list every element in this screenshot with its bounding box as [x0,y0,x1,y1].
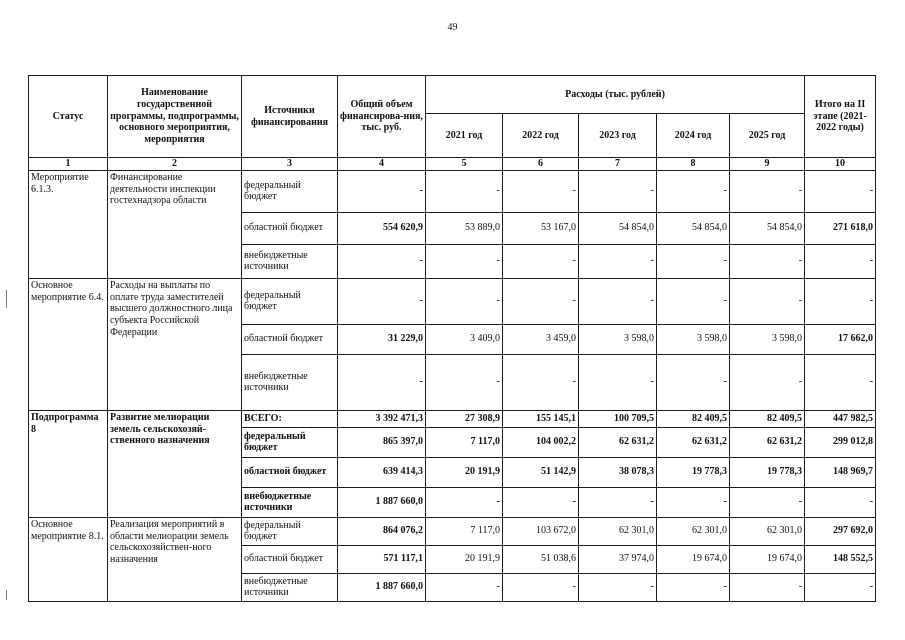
cell-year-amount: - [730,170,805,212]
cell-year-amount: 7 117,0 [426,427,503,457]
row-funding-source: федеральный бюджет [242,517,338,545]
cell-stage-total: 297 692,0 [805,517,876,545]
cell-total-amount: 3 392 471,3 [338,410,426,427]
cell-stage-total: - [805,354,876,410]
cell-year-amount: - [579,278,657,324]
row-funding-source: внебюджетные источники [242,244,338,278]
row-funding-source: областной бюджет [242,545,338,573]
cell-year-amount: 19 778,3 [657,457,730,487]
cell-year-amount: 62 631,2 [579,427,657,457]
cell-year-amount: 37 974,0 [579,545,657,573]
cell-total-amount: - [338,354,426,410]
cell-year-amount: - [657,244,730,278]
column-number: 6 [503,158,579,171]
cell-year-amount: 62 301,0 [730,517,805,545]
cell-total-amount: 571 117,1 [338,545,426,573]
cell-year-amount: - [503,573,579,601]
cell-year-amount: 54 854,0 [657,212,730,244]
cell-year-amount: 19 778,3 [730,457,805,487]
row-funding-source: областной бюджет [242,212,338,244]
cell-year-amount: - [657,487,730,517]
cell-year-amount: 20 191,9 [426,457,503,487]
cell-year-amount: 3 598,0 [579,324,657,354]
cell-year-amount: 7 117,0 [426,517,503,545]
header-year: 2024 год [657,114,730,158]
cell-year-amount: 155 145,1 [503,410,579,427]
cell-year-amount: 53 889,0 [426,212,503,244]
cell-year-amount: - [579,244,657,278]
cell-year-amount: - [426,487,503,517]
row-status: Основное мероприятие 6.4. [29,278,108,410]
cell-year-amount: - [579,573,657,601]
scan-margin-mark [6,590,7,600]
column-number-row [29,158,876,171]
cell-year-amount: 62 301,0 [579,517,657,545]
cell-year-amount: 82 409,5 [657,410,730,427]
cell-total-amount: 1 887 660,0 [338,487,426,517]
table-row [29,278,876,324]
cell-year-amount: - [657,170,730,212]
cell-year-amount: 27 308,9 [426,410,503,427]
cell-year-amount: 62 301,0 [657,517,730,545]
column-number: 9 [730,158,805,171]
cell-total-amount: - [338,244,426,278]
column-number: 8 [657,158,730,171]
cell-total-amount: 31 229,0 [338,324,426,354]
cell-year-amount: - [426,573,503,601]
header-total: Общий объем финансирова-ния, тыс. руб. [338,76,426,158]
cell-year-amount: - [730,278,805,324]
budget-table [28,75,876,602]
column-number: 2 [108,158,242,171]
row-funding-source: внебюджетные источники [242,354,338,410]
cell-stage-total: 447 982,5 [805,410,876,427]
cell-year-amount: 54 854,0 [579,212,657,244]
column-number: 10 [805,158,876,171]
cell-year-amount: 51 142,9 [503,457,579,487]
header-expenses: Расходы (тыс. рублей) [426,76,805,114]
row-program-name: Финансирование деятельности инспекции гостехнадзора области [108,170,242,278]
cell-year-amount: - [503,170,579,212]
scan-margin-mark [6,290,7,308]
page-number: 49 [447,22,458,33]
cell-year-amount: - [426,354,503,410]
cell-year-amount: 3 409,0 [426,324,503,354]
cell-stage-total: 299 012,8 [805,427,876,457]
cell-year-amount: 38 078,3 [579,457,657,487]
cell-stage-total: - [805,244,876,278]
cell-total-amount: - [338,278,426,324]
cell-stage-total: 148 969,7 [805,457,876,487]
cell-total-amount: 639 414,3 [338,457,426,487]
cell-stage-total: 17 662,0 [805,324,876,354]
cell-year-amount: - [657,278,730,324]
row-program-name: Расходы на выплаты по оплате труда заместителей высшего должностного лица субъекта Российской Федерации [108,278,242,410]
cell-year-amount: 53 167,0 [503,212,579,244]
cell-year-amount: 103 672,0 [503,517,579,545]
column-number: 5 [426,158,503,171]
cell-year-amount: 20 191,9 [426,545,503,573]
cell-year-amount: - [503,487,579,517]
row-status: Основное мероприятие 8.1. [29,517,108,601]
header-year: 2021 год [426,114,503,158]
cell-year-amount: 104 002,2 [503,427,579,457]
cell-year-amount: - [503,354,579,410]
cell-year-amount: 62 631,2 [657,427,730,457]
cell-year-amount: - [730,244,805,278]
row-funding-source: федеральный бюджет [242,427,338,457]
header-stage-total: Итого на II этапе (2021-2022 годы) [805,76,876,158]
cell-year-amount: 51 038,6 [503,545,579,573]
column-number: 4 [338,158,426,171]
cell-stage-total: - [805,170,876,212]
header-year: 2023 год [579,114,657,158]
row-funding-source: федеральный бюджет [242,278,338,324]
cell-year-amount: - [426,170,503,212]
cell-stage-total: 271 618,0 [805,212,876,244]
cell-stage-total: 148 552,5 [805,545,876,573]
cell-year-amount: 19 674,0 [730,545,805,573]
cell-year-amount: - [657,354,730,410]
row-funding-source: областной бюджет [242,324,338,354]
cell-year-amount: 54 854,0 [730,212,805,244]
table-row [29,410,876,427]
cell-stage-total: - [805,573,876,601]
row-status: Мероприятие 6.1.3. [29,170,108,278]
row-funding-source: внебюджетные источники [242,573,338,601]
cell-year-amount: - [426,278,503,324]
table-row [29,517,876,545]
row-funding-source: федеральный бюджет [242,170,338,212]
row-program-name: Развитие мелиорации земель сельскохозяй-ственного назначения [108,410,242,517]
row-funding-source: ВСЕГО: [242,410,338,427]
cell-total-amount: 865 397,0 [338,427,426,457]
row-funding-source: областной бюджет [242,457,338,487]
row-status: Подпрограмма 8 [29,410,108,517]
cell-year-amount: - [579,354,657,410]
cell-year-amount: - [730,487,805,517]
cell-year-amount: - [730,573,805,601]
cell-year-amount: 62 631,2 [730,427,805,457]
header-year: 2025 год [730,114,805,158]
column-number: 3 [242,158,338,171]
header-name: Наименование государственной программы, подпрограммы, основного мероприятия, мероприятия [108,76,242,158]
cell-year-amount: 19 674,0 [657,545,730,573]
cell-year-amount: - [503,278,579,324]
cell-stage-total: - [805,278,876,324]
cell-total-amount: - [338,170,426,212]
header-year: 2022 год [503,114,579,158]
cell-year-amount: 3 598,0 [730,324,805,354]
header-sources: Источники финансирования [242,76,338,158]
cell-year-amount: - [503,244,579,278]
table-row [29,170,876,212]
cell-year-amount: - [426,244,503,278]
cell-year-amount: 3 598,0 [657,324,730,354]
cell-year-amount: - [579,170,657,212]
header-status: Статус [29,76,108,158]
cell-year-amount: 82 409,5 [730,410,805,427]
cell-stage-total: - [805,487,876,517]
cell-year-amount: 3 459,0 [503,324,579,354]
table-body [29,170,876,601]
cell-total-amount: 864 076,2 [338,517,426,545]
cell-year-amount: - [657,573,730,601]
cell-total-amount: 1 887 660,0 [338,573,426,601]
cell-year-amount: - [730,354,805,410]
column-number: 1 [29,158,108,171]
cell-total-amount: 554 620,9 [338,212,426,244]
row-program-name: Реализация мероприятий в области мелиорации земель сельскохозяйствен-ного назначения [108,517,242,601]
cell-year-amount: 100 709,5 [579,410,657,427]
cell-year-amount: - [579,487,657,517]
column-number: 7 [579,158,657,171]
row-funding-source: внебюджетные источники [242,487,338,517]
